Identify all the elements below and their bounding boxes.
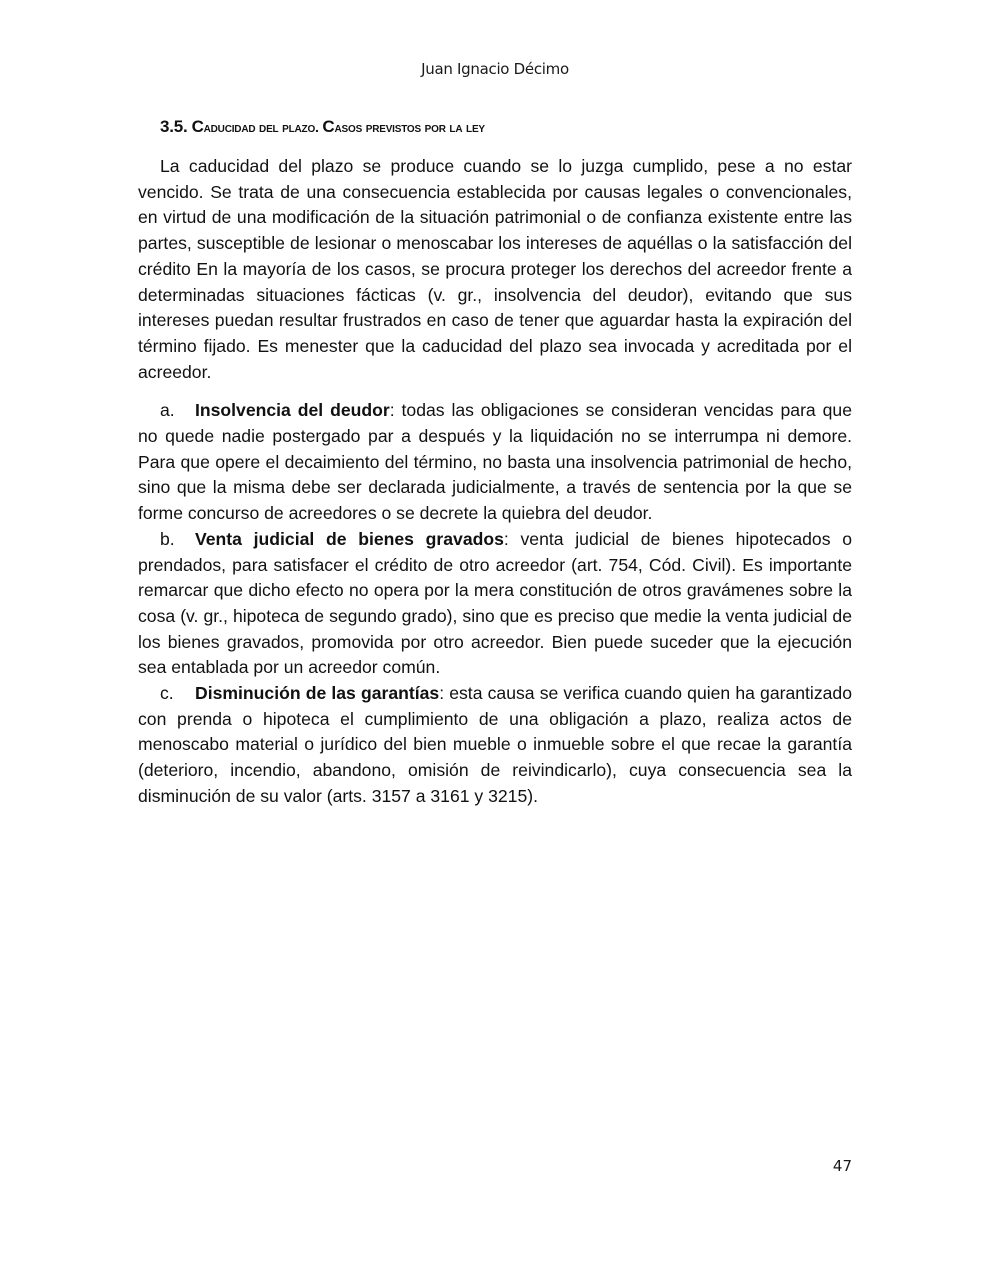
list-marker: b. [160, 528, 175, 549]
list-item-disminucion-garantias [138, 681, 852, 810]
section-title-part1 [192, 117, 323, 136]
list-marker: c. [160, 683, 174, 704]
page-number: 47 [832, 1157, 852, 1175]
section-title-rest-2: asos previstos por la ley [334, 119, 485, 135]
running-header: Juan Ignacio Décimo [421, 60, 569, 78]
list-item-term: Disminución de las garantías [195, 683, 440, 704]
intro-paragraph: La caducidad del plazo se produce cuando se lo juzga cumplido, pese a no estar vencido. Se trata de una consecuencia establecida por causas legales o convencionales, en virtud de una modificación de la situación patrimonial o de confianza existente entre las partes, susceptible de lesionar o menoscabar los intereses de aquéllas o la satisfacción del crédito En la mayoría de los casos, se procura proteger los derechos del acreedor frente a determinadas situaciones fácticas (v. gr., insolvencia del deudor), evitando que sus intereses puedan resultar frustrados en caso de tener que aguardar hasta la expiración del término fijado. Es menester que la caducidad del plazo sea invocada y acreditada por el acreedor. [138, 156, 852, 382]
section-title-cap-1: C [191, 117, 204, 136]
section-number: 3.5. [160, 117, 188, 136]
list-item-text: : todas las obligaciones se consideran vencidas para que no quede nadie postergado par a después y la liquidación no se interrumpa ni demore. Para que opere el decaimiento del término, no basta una insolvencia patrimonial de hecho, sino que la misma debe ser declarada judicialmente, a través de sentencia por la que se forme concurso de acreedores o se decrete la quiebra del deudor. [138, 400, 852, 524]
list-item-term: Venta judicial de bienes gravados [195, 528, 504, 549]
section-title-cap-2: C [322, 117, 335, 136]
list-item-text: : esta causa se verifica cuando quien ha garantizado con prenda o hipoteca el cumplimiento de una obligación a plazo, realiza actos de menoscabo material o jurídico del bien mueble o inmueble sobre el que recae la garantía (deterioro, incendio, abandono, omisión de reivindicarlo), cuya consecuencia sea la disminución de su valor (arts. 3157 a 3161 y 3215). [138, 683, 852, 806]
list-item-term: Insolvencia del deudor [195, 400, 390, 421]
list-marker: a. [160, 400, 175, 421]
page-content [138, 114, 852, 810]
section-heading [138, 114, 852, 140]
list-item-venta-judicial [138, 527, 852, 681]
list-item-insolvencia [138, 398, 852, 527]
section-title-rest-1: aducidad del plazo. [203, 119, 323, 135]
list-item-text: : venta judicial de bienes hipotecados o prendados, para satisfacer el crédito de otro acreedor (art. 754, Cód. Civil). Es importante remarcar que dicho efecto no opera por la mera constitución de otros gravámenes sobre la cosa (v. gr., hipoteca de segundo grado), sino que es preciso que medie la venta judicial de los bienes gravados, promovida por otro acreedor. Bien puede suceder que la ejecución sea entablada por un acreedor común. [138, 528, 852, 678]
section-title-part2 [322, 117, 484, 136]
